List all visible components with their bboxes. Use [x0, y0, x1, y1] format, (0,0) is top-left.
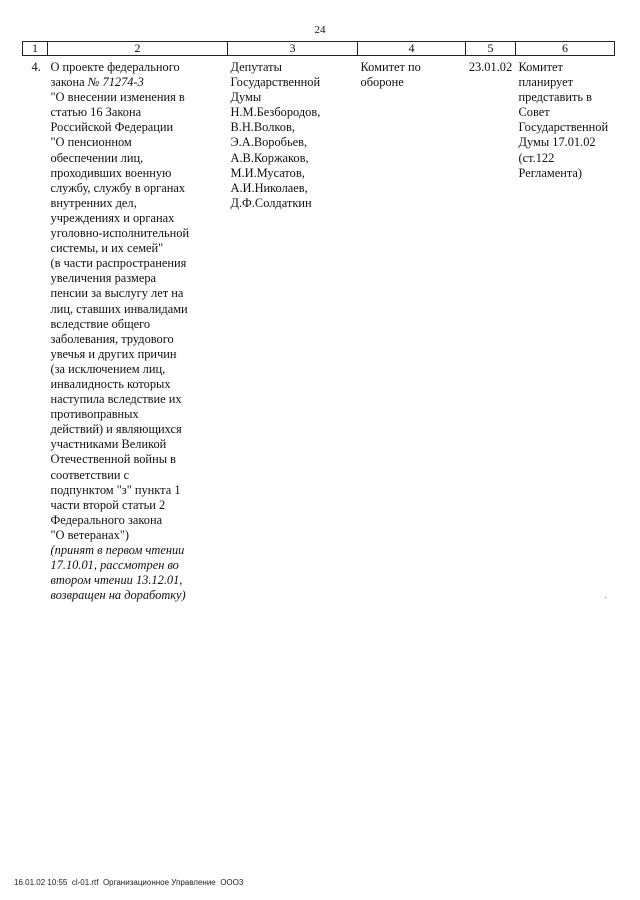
committee-plan-note — [516, 60, 615, 603]
table-row — [23, 60, 615, 603]
plan-note-text: Комитет планирует представить в Совет Государственной Думы 17.01.02 — [518, 60, 609, 150]
header-row — [23, 42, 615, 56]
column-header-3: 3 — [228, 42, 358, 56]
row-number: 4. — [31, 60, 41, 74]
responsible-committee: Комитет по обороне — [360, 60, 421, 90]
column-header-4: 4 — [358, 42, 466, 56]
page-footer: 16.01.02 10:55 cl-01.rtf Организационное Управление ООО3 — [14, 878, 244, 887]
column-header-1: 1 — [23, 42, 48, 56]
bill-authors: Депутаты Государственной Думы Н.М.Безбородов, В.Н.Волков, Э.А.Воробьев, А.В.Коржаков, М.И.Мусатов, А.И.Николаев, Д.Ф.Солдаткин — [230, 60, 321, 210]
bill-description — [48, 60, 228, 603]
column-header-6: 6 — [516, 42, 615, 56]
bill-body: "О внесении изменения в статью 16 Закона Российской Федерации "О пенсионном обеспечении лиц, проходивших военную службу, службу в органах внутренних дел, учреждениях и органах уголовно-исполнительной системы, и их семей" (в части распространения увеличения размера пенсии за выслугу лет на лиц, ставших инвалидами вследствие общего заболевания, трудового увечья и других причин (за исключением лиц, инвалидность которых наступила вследствие их противоправных действий) и являющихся участниками Великой Отечественной войны в соответствии с подпунктом "з" пункта 1 части второй статьи 2 Федерального закона "О ветеранах") — [50, 90, 190, 542]
regulation-reference: (ст.122 Регламента) — [518, 150, 583, 180]
bills-table — [22, 41, 615, 603]
bill-date: 23.01.02 — [468, 60, 513, 74]
column-header-5: 5 — [466, 42, 516, 56]
column-header-2: 2 — [48, 42, 228, 56]
bill-status-note: (принят в первом чтении 17.10.01, рассмотрен во втором чтении 13.12.01, возвращен на доработку) — [50, 543, 186, 603]
page-number: 24 — [314, 24, 326, 36]
scan-speck — [605, 597, 606, 598]
bill-number: № 71274-3 — [87, 75, 144, 90]
bill-intro: О проекте федерального закона — [50, 60, 180, 90]
